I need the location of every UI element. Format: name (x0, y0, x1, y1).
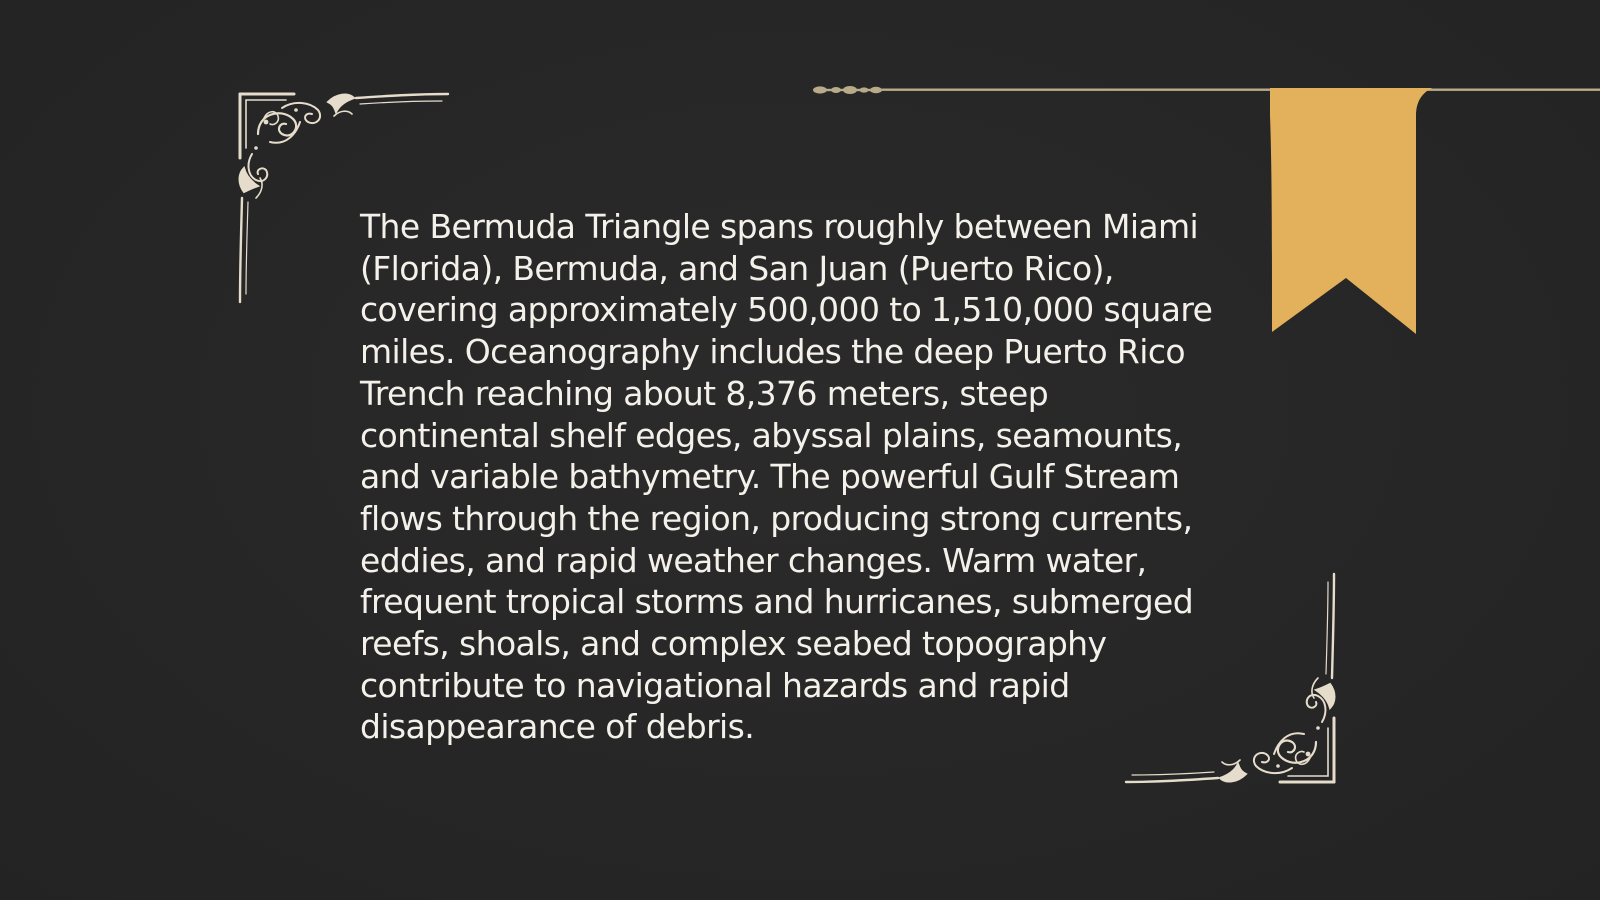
decorative-line-icon (812, 80, 1600, 100)
body-text: The Bermuda Triangle spans roughly between Miami (Florida), Bermuda, and San Juan (Puerto Rico), covering approximately 500,000 to 1,510,000 square miles. Oceanography includes the deep Puerto Rico Trench reaching about 8,376 meters, steep continental shelf edges, abyssal plains, seamounts, and variable bathymetry. The powerful Gulf Stream flows through the region, producing strong currents, eddies, and rapid weather changes. Warm water, frequent tropical storms and hurricanes, submerged reefs, shoals, and complex seabed topography contribute to navigational hazards and rapid disappearance of debris. (360, 207, 1213, 747)
bookmark-ribbon-icon (1270, 88, 1432, 334)
